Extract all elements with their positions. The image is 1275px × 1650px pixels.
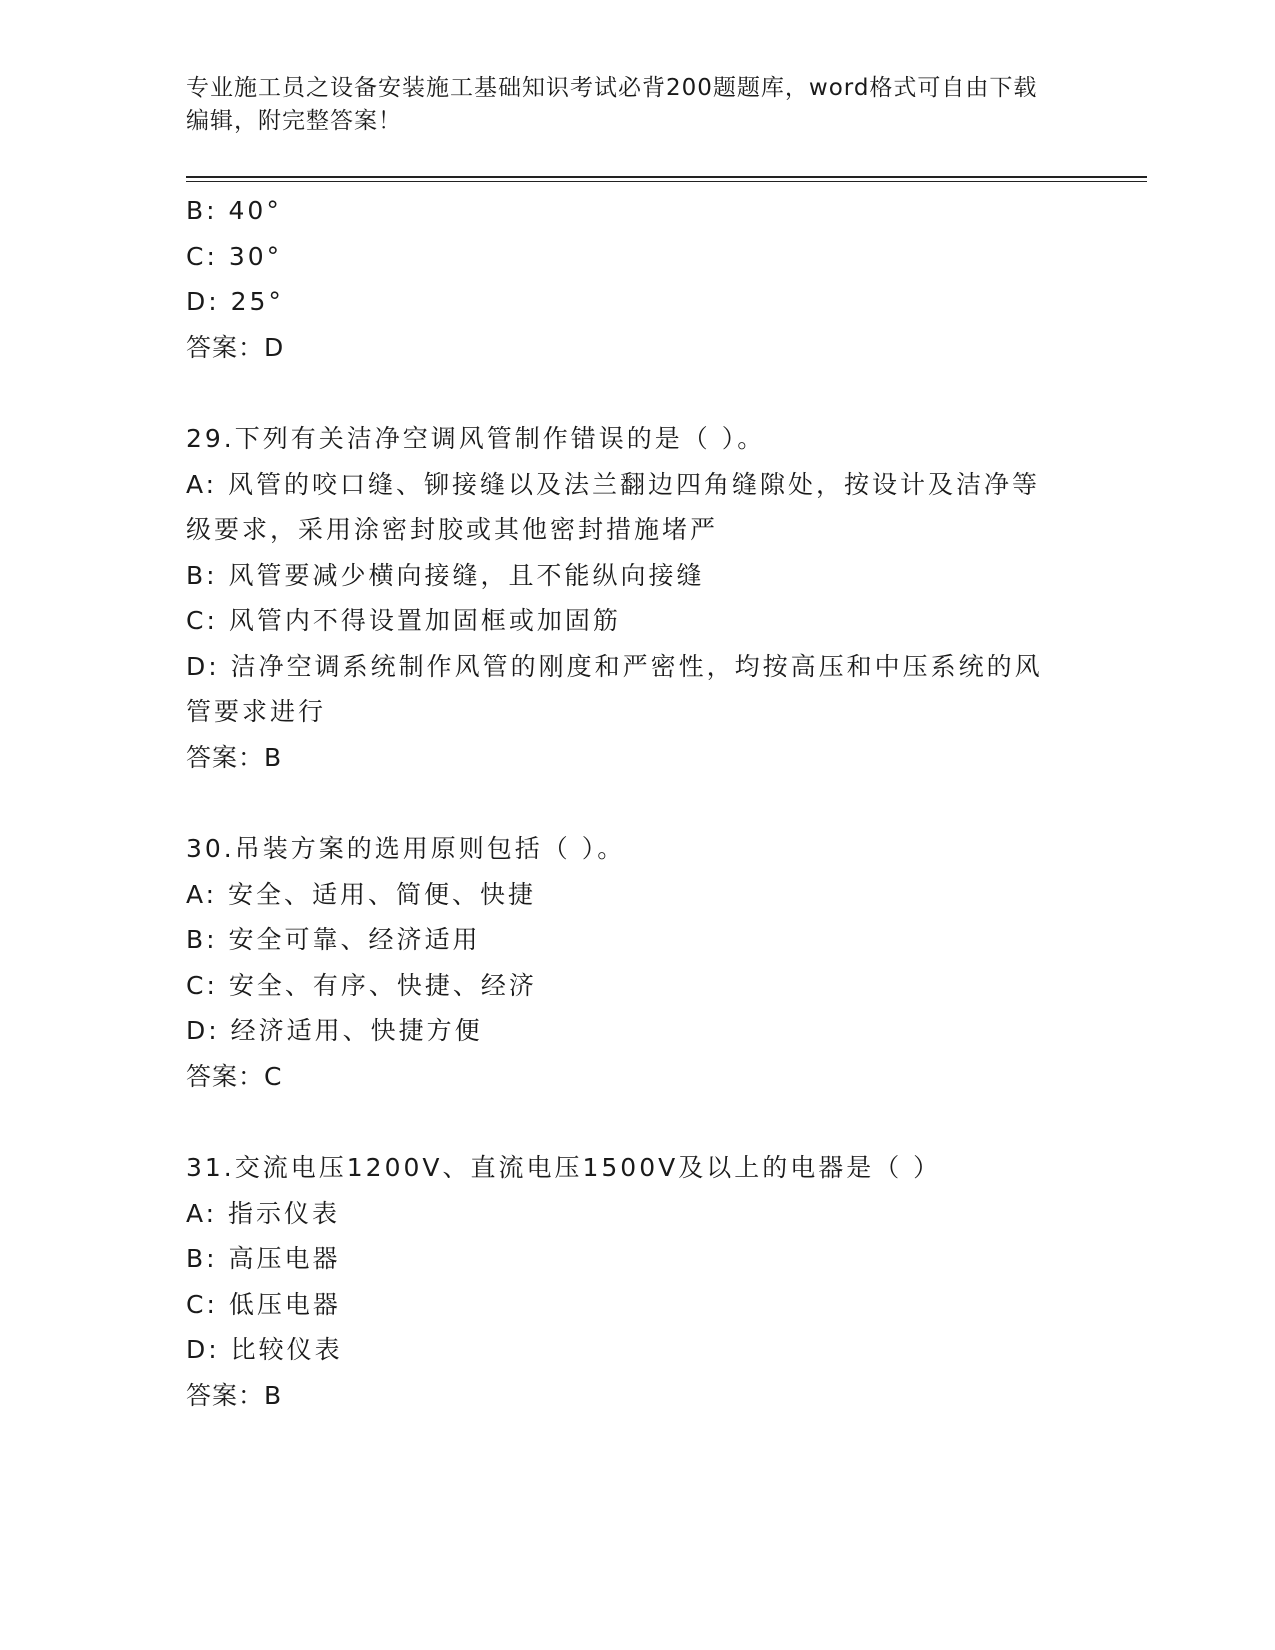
document-header (186, 72, 1086, 138)
option-d: D: 25° (186, 287, 284, 316)
option-c: C: 低压电器 (186, 1289, 341, 1319)
option-d-line-1: D: 洁净空调系统制作风管的刚度和严密性，均按高压和中压系统的风 (186, 651, 1043, 681)
answer-line: 答案：B (186, 742, 283, 772)
option-a-line-2: 级要求，采用涂密封胶或其他密封措施堵严 (186, 515, 719, 544)
question-stem: 29.下列有关洁净空调风管制作错误的是（ ）。 (186, 424, 766, 453)
header-divider-thick (186, 176, 1147, 178)
answer-line: 答案：C (186, 1061, 283, 1091)
option-c: C: 安全、有序、快捷、经济 (186, 970, 537, 1000)
option-a: A: 指示仪表 (186, 1198, 341, 1228)
question-30 (186, 826, 1086, 1099)
question-spacer (186, 370, 1086, 416)
option-c: C: 30° (186, 241, 283, 271)
question-spacer (186, 780, 1086, 826)
option-b: B: 风管要减少横向接缝，且不能纵向接缝 (186, 560, 705, 590)
option-b: B: 安全可靠、经济适用 (186, 925, 481, 954)
question-stem: 30.吊装方案的选用原则包括（ ）。 (186, 834, 626, 863)
option-b: B: 高压电器 (186, 1244, 341, 1273)
header-title-line-1: 专业施工员之设备安装施工基础知识考试必背200题题库，word格式可自由下载 (186, 75, 1038, 101)
question-28-continued (186, 188, 1086, 370)
option-d: D: 经济适用、快捷方便 (186, 1016, 483, 1045)
answer-line: 答案：D (186, 332, 285, 362)
option-d: D: 比较仪表 (186, 1335, 343, 1364)
question-list (186, 188, 1086, 1418)
option-a: A: 安全、适用、简便、快捷 (186, 879, 537, 909)
option-a-line-1: A: 风管的咬口缝、铆接缝以及法兰翻边四角缝隙处，按设计及洁净等 (186, 469, 1041, 499)
question-29 (186, 416, 1086, 780)
answer-line: 答案：B (186, 1380, 283, 1410)
option-d-line-2: 管要求进行 (186, 697, 327, 726)
question-stem: 31.交流电压1200V、直流电压1500V及以上的电器是（ ） (186, 1153, 942, 1182)
option-c: C: 风管内不得设置加固框或加固筋 (186, 606, 621, 635)
option-b: B: 40° (186, 196, 282, 225)
header-title-line-2: 编辑，附完整答案！ (186, 108, 402, 134)
question-31 (186, 1145, 1086, 1418)
header-divider-thin (186, 181, 1147, 182)
question-spacer (186, 1099, 1086, 1145)
